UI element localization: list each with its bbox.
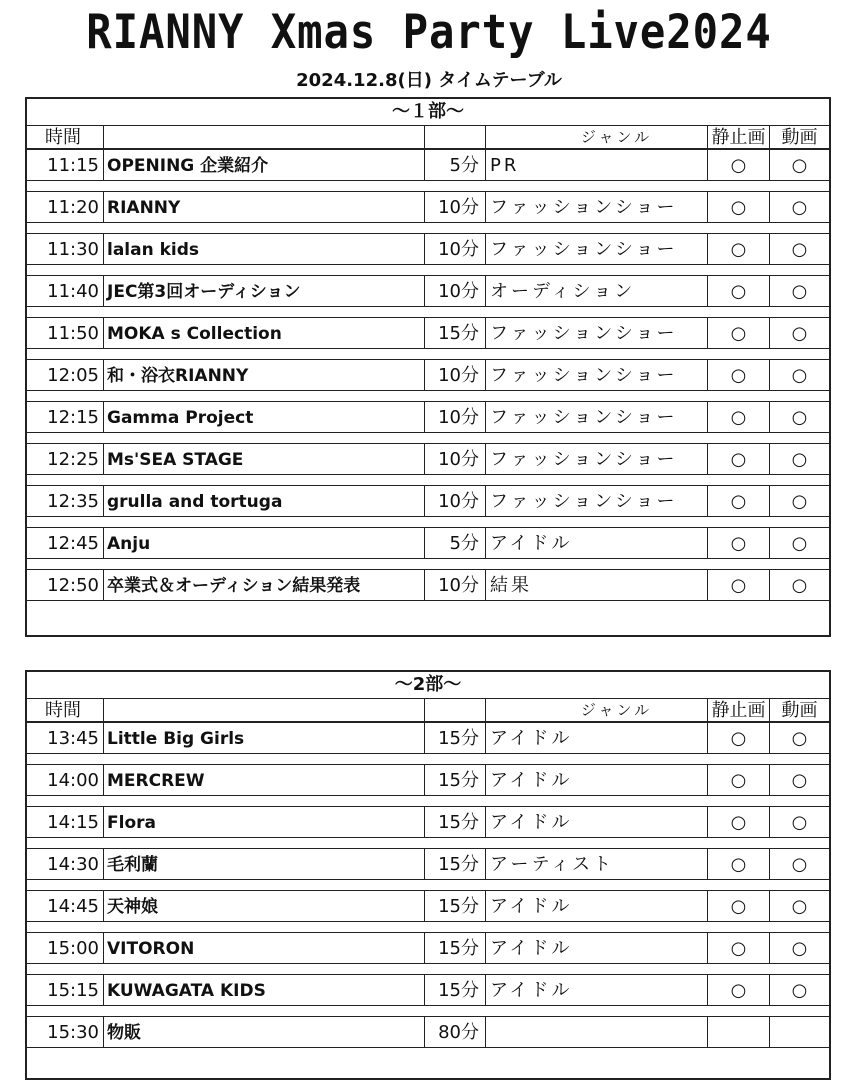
slot-duration: 15分 [425, 807, 486, 837]
video-mark: ○ [791, 896, 808, 917]
row-gap [27, 307, 829, 317]
video-mark: ○ [791, 407, 808, 428]
video-mark: ○ [791, 323, 808, 344]
header-duration [425, 699, 486, 721]
slot-time: 12:35 [27, 486, 104, 516]
table-row [27, 317, 829, 349]
slot-time: 11:40 [27, 276, 104, 306]
still-photo-mark: ○ [708, 807, 770, 837]
video-mark: ○ [791, 281, 808, 302]
header-genre: ジャンル [486, 699, 708, 721]
slot-time: 12:15 [27, 402, 104, 432]
slot-genre: ファッションショー [486, 318, 708, 348]
slot-time: 11:30 [27, 234, 104, 264]
video-mark: ○ [791, 365, 808, 386]
section-title: ～2部～ [27, 672, 829, 699]
slot-duration: 15分 [425, 318, 486, 348]
section-part-2 [25, 670, 831, 1080]
slot-time: 12:45 [27, 528, 104, 558]
table-row [27, 359, 829, 391]
slot-genre: PR [486, 150, 708, 180]
still-photo-mark: ○ [708, 570, 770, 600]
table-row [27, 191, 829, 223]
slot-time: 12:25 [27, 444, 104, 474]
slot-name: MOKA s Collection [104, 318, 425, 348]
video-mark: ○ [791, 854, 808, 875]
slot-duration: 5分 [425, 528, 486, 558]
row-gap [27, 1006, 829, 1016]
slot-name: VITORON [104, 933, 425, 963]
video-mark: ○ [791, 938, 808, 959]
video-mark [770, 1017, 829, 1047]
slot-duration: 10分 [425, 444, 486, 474]
slot-time: 14:45 [27, 891, 104, 921]
row-gap [27, 559, 829, 569]
slot-time: 15:00 [27, 933, 104, 963]
slot-genre: アイドル [486, 765, 708, 795]
table-row [27, 233, 829, 265]
video-mark: ○ [791, 770, 808, 791]
slot-duration: 10分 [425, 402, 486, 432]
row-gap [27, 964, 829, 974]
slot-time: 11:50 [27, 318, 104, 348]
schedule-rows [27, 149, 829, 601]
still-photo-mark: ○ [708, 933, 770, 963]
slot-genre [486, 1017, 708, 1047]
slot-genre: アイドル [486, 528, 708, 558]
row-gap [27, 391, 829, 401]
row-gap [27, 880, 829, 890]
video-mark: ○ [791, 197, 808, 218]
table-row [27, 932, 829, 964]
table-row [27, 569, 829, 601]
slot-time: 13:45 [27, 723, 104, 753]
video-mark: ○ [791, 491, 808, 512]
slot-genre: ファッションショー [486, 360, 708, 390]
slot-genre: アイドル [486, 807, 708, 837]
header-video: 動画 [781, 127, 818, 148]
slot-duration: 15分 [425, 723, 486, 753]
still-photo-mark: ○ [708, 318, 770, 348]
table-row [27, 485, 829, 517]
video-mark: ○ [791, 533, 808, 554]
still-photo-mark: ○ [708, 150, 770, 180]
row-gap [27, 433, 829, 443]
slot-time: 12:05 [27, 360, 104, 390]
still-photo-mark: ○ [708, 765, 770, 795]
table-row [27, 848, 829, 880]
slot-time: 14:30 [27, 849, 104, 879]
still-photo-mark: ○ [708, 528, 770, 558]
slot-genre: ファッションショー [486, 486, 708, 516]
header-name [104, 126, 425, 148]
still-photo-mark: ○ [708, 975, 770, 1005]
section-title: ～１部～ [27, 99, 829, 126]
still-photo-mark: ○ [708, 360, 770, 390]
row-gap [27, 223, 829, 233]
slot-name: Flora [104, 807, 425, 837]
video-mark: ○ [791, 155, 808, 176]
video-mark: ○ [791, 728, 808, 749]
still-photo-mark: ○ [708, 234, 770, 264]
header-still: 静止画 [708, 126, 770, 148]
slot-duration: 15分 [425, 849, 486, 879]
header-duration [425, 126, 486, 148]
row-gap [27, 349, 829, 359]
header-time: 時間 [27, 126, 104, 148]
slot-duration: 15分 [425, 933, 486, 963]
table-header [27, 699, 829, 722]
header-genre: ジャンル [486, 126, 708, 148]
slot-genre: アイドル [486, 933, 708, 963]
slot-name: OPENING 企業紹介 [104, 150, 425, 180]
slot-name: lalan kids [104, 234, 425, 264]
slot-name: RIANNY [104, 192, 425, 222]
still-photo-mark: ○ [708, 486, 770, 516]
slot-duration: 15分 [425, 975, 486, 1005]
slot-name: 卒業式＆オーディション結果発表 [104, 570, 425, 600]
slot-name: grulla and tortuga [104, 486, 425, 516]
video-mark: ○ [791, 575, 808, 596]
slot-name: Gamma Project [104, 402, 425, 432]
slot-genre: アイドル [486, 891, 708, 921]
page-subtitle: 2024.12.8(日) タイムテーブル [296, 70, 562, 91]
slot-duration: 10分 [425, 360, 486, 390]
slot-duration: 10分 [425, 192, 486, 222]
header-video: 動画 [781, 700, 818, 721]
slot-time: 11:15 [27, 150, 104, 180]
slot-genre: ファッションショー [486, 192, 708, 222]
slot-genre: 結果 [486, 570, 708, 600]
slot-time: 12:50 [27, 570, 104, 600]
table-row [27, 149, 829, 181]
row-gap [27, 517, 829, 527]
slot-genre: ファッションショー [486, 402, 708, 432]
still-photo-mark: ○ [708, 276, 770, 306]
table-row [27, 764, 829, 796]
table-row [27, 890, 829, 922]
slot-name: Little Big Girls [104, 723, 425, 753]
slot-name: Anju [104, 528, 425, 558]
header-time: 時間 [27, 699, 104, 721]
slot-name: 毛利蘭 [104, 849, 425, 879]
section-part-1 [25, 97, 831, 637]
video-mark: ○ [791, 980, 808, 1001]
slot-genre: アーティスト [486, 849, 708, 879]
table-row [27, 1016, 829, 1048]
header-still: 静止画 [708, 699, 770, 721]
slot-duration: 5分 [425, 150, 486, 180]
slot-time: 14:15 [27, 807, 104, 837]
slot-duration: 10分 [425, 486, 486, 516]
slot-genre: アイドル [486, 975, 708, 1005]
schedule-rows [27, 722, 829, 1048]
table-row [27, 806, 829, 838]
slot-name: 物販 [104, 1017, 425, 1047]
slot-duration: 80分 [425, 1017, 486, 1047]
slot-genre: アイドル [486, 723, 708, 753]
slot-time: 11:20 [27, 192, 104, 222]
still-photo-mark: ○ [708, 402, 770, 432]
slot-name: 天神娘 [104, 891, 425, 921]
video-mark: ○ [791, 239, 808, 260]
slot-duration: 10分 [425, 570, 486, 600]
page-title: RIANNY Xmas Party Live2024 [86, 5, 772, 60]
still-photo-mark: ○ [708, 723, 770, 753]
slot-name: MERCREW [104, 765, 425, 795]
video-mark: ○ [791, 812, 808, 833]
slot-name: KUWAGATA KIDS [104, 975, 425, 1005]
slot-name: JEC第3回オーディション [104, 276, 425, 306]
row-gap [27, 475, 829, 485]
row-gap [27, 922, 829, 932]
table-row [27, 527, 829, 559]
table-header [27, 126, 829, 149]
table-row [27, 275, 829, 307]
slot-genre: ファッションショー [486, 234, 708, 264]
row-gap [27, 838, 829, 848]
row-gap [27, 265, 829, 275]
still-photo-mark: ○ [708, 192, 770, 222]
slot-duration: 10分 [425, 234, 486, 264]
slot-time: 14:00 [27, 765, 104, 795]
header-name [104, 699, 425, 721]
slot-duration: 10分 [425, 276, 486, 306]
slot-name: 和・浴衣RIANNY [104, 360, 425, 390]
row-gap [27, 754, 829, 764]
slot-duration: 15分 [425, 891, 486, 921]
still-photo-mark: ○ [708, 444, 770, 474]
slot-genre: オーディション [486, 276, 708, 306]
slot-genre: ファッションショー [486, 444, 708, 474]
still-photo-mark: ○ [708, 849, 770, 879]
slot-duration: 15分 [425, 765, 486, 795]
slot-name: Ms'SEA STAGE [104, 444, 425, 474]
slot-time: 15:30 [27, 1017, 104, 1047]
video-mark: ○ [791, 449, 808, 470]
table-row [27, 722, 829, 754]
slot-time: 15:15 [27, 975, 104, 1005]
row-gap [27, 796, 829, 806]
still-photo-mark [708, 1017, 770, 1047]
table-row [27, 974, 829, 1006]
table-row [27, 443, 829, 475]
row-gap [27, 181, 829, 191]
still-photo-mark: ○ [708, 891, 770, 921]
table-row [27, 401, 829, 433]
